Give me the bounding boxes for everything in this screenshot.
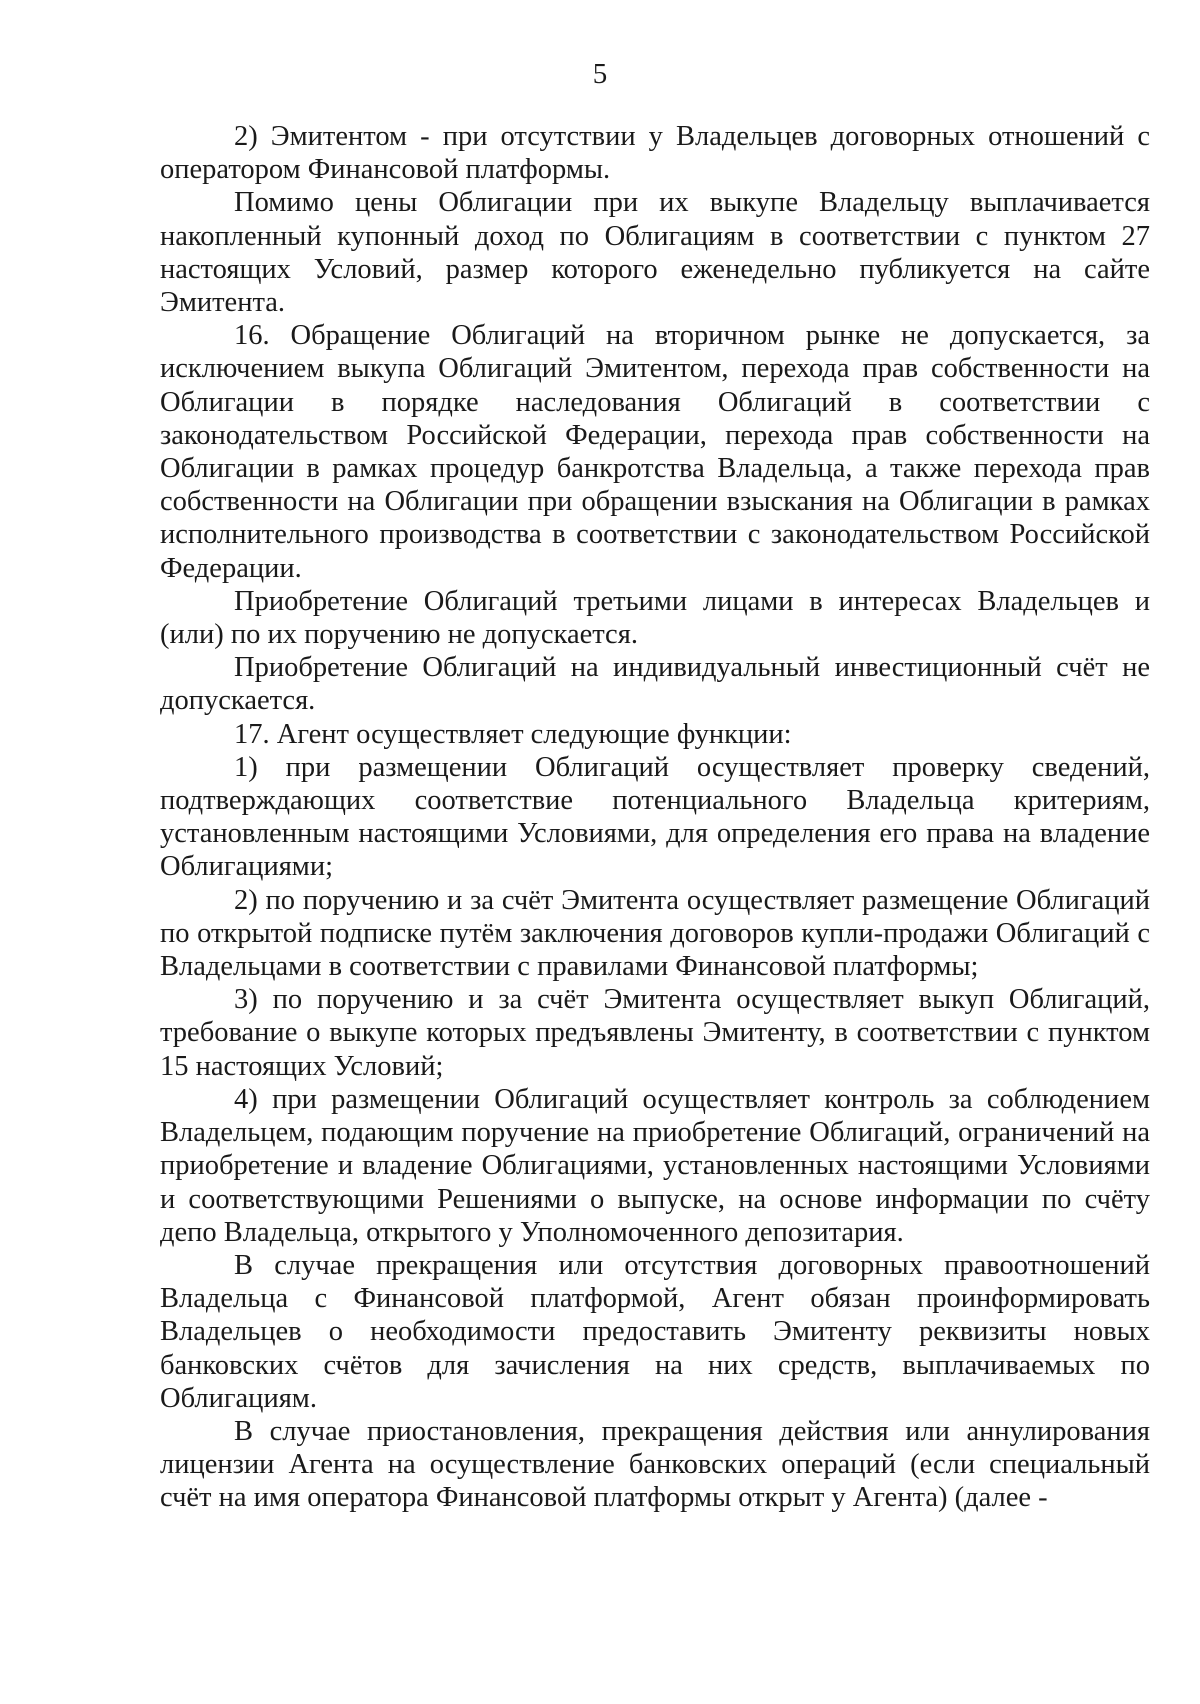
document-body	[160, 120, 1150, 1515]
paragraph-function-4: 4) при размещении Облигаций осуществляет контроль за соблюдением Владельцем, подающим поручение на приобретение Облигаций, ограничений на приобретение и владение Облигациями, установленных настоящими Условиями и соответствующими Решениями о выпуске, на основе информации по счёту депо Владельца, открытого у Уполномоченного депозитария.	[160, 1083, 1150, 1248]
paragraph-issuer-redemption: 2) Эмитентом - при отсутствии у Владельцев договорных отношений с оператором Финансовой платформы.	[160, 121, 1150, 186]
paragraph-termination-relations: В случае прекращения или отсутствия договорных правоотношений Владельца с Финансовой платформой, Агент обязан проинформировать Владельцев о необходимости предоставить Эмитенту реквизиты новых банковских счётов для зачисления на них средств, выплачиваемых по Облигациям.	[160, 1249, 1150, 1414]
paragraph-function-1: 1) при размещении Облигаций осуществляет проверку сведений, подтверждающих соответствие потенциального Владельца критериям, установленным настоящими Условиями, для определения его права на владение Облигациями;	[160, 751, 1150, 883]
paragraph-function-2: 2) по поручению и за счёт Эмитента осуществляет размещение Облигаций по открытой подписке путём заключения договоров купли-продажи Облигаций с Владельцами в соответствии с правилами Финансовой платформы;	[160, 884, 1150, 983]
paragraph-17-agent-functions: 17. Агент осуществляет следующие функции:	[234, 718, 792, 750]
paragraph-license-suspension: В случае приостановления, прекращения действия или аннулирования лицензии Агента на осуществление банковских операций (если специальный счёт на имя оператора Финансовой платформы открыт у Агента) (далее -	[160, 1415, 1150, 1514]
paragraph-iia-acquisition: Приобретение Облигаций на индивидуальный инвестиционный счёт не допускается.	[160, 652, 1150, 717]
paragraph-function-3: 3) по поручению и за счёт Эмитента осуществляет выкуп Облигаций, требование о выкупе которых предъявлены Эмитенту, в соответствии с пунктом 15 настоящих Условий;	[160, 984, 1150, 1082]
paragraph-16-secondary-market: 16. Обращение Облигаций на вторичном рынке не допускается, за исключением выкупа Облигаций Эмитентом, перехода прав собственности на Облигации в порядке наследования Облигаций в соответствии с законодательством Российской Федерации, перехода прав собственности на Облигации в рамках процедур банкротства Владельца, а также перехода прав собственности на Облигации при обращении взыскания на Облигации в рамках исполнительного производства в соответствии с законодательством Российской Федерации.	[160, 320, 1150, 584]
page-number: 5	[592, 58, 608, 90]
paragraph-coupon-income: Помимо цены Облигации при их выкупе Владельцу выплачивается накопленный купонный доход по Облигациям в соответствии с пунктом 27 настоящих Условий, размер которого еженедельно публикуется на сайте Эмитента.	[160, 187, 1150, 319]
paragraph-third-party-acquisition: Приобретение Облигаций третьими лицами в интересах Владельцев и (или) по их поручению не допускается.	[160, 585, 1150, 651]
